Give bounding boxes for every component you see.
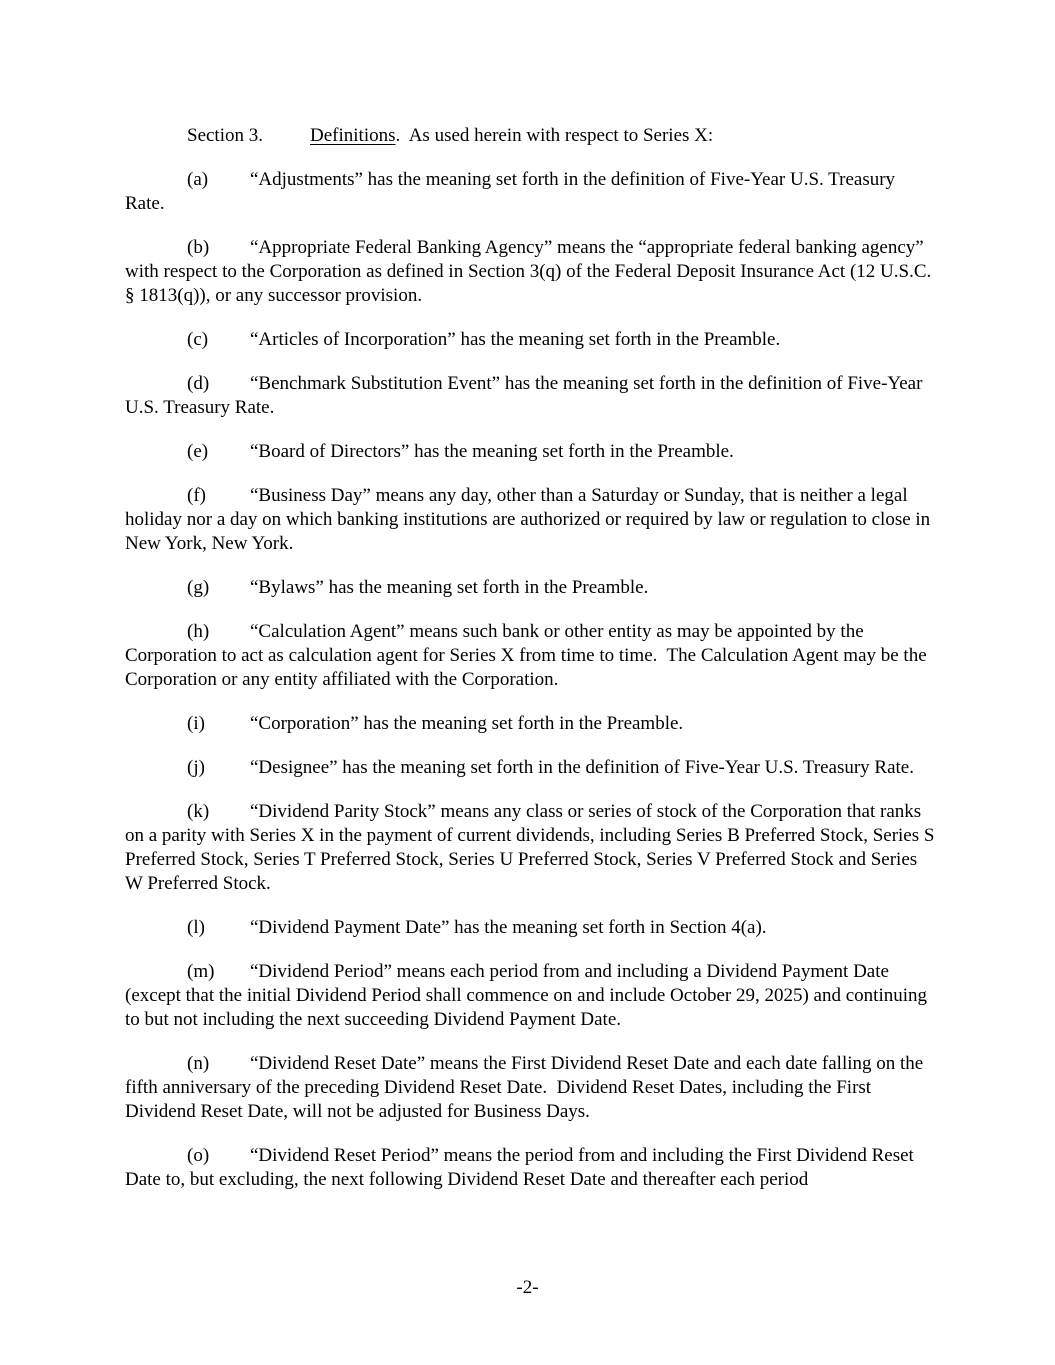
paragraph-label: (c) — [187, 329, 209, 350]
definition-paragraph — [125, 712, 937, 736]
paragraph-text: “Adjustments” has the meaning set forth in the definition of Five-Year U.S. Treasury Rate. — [125, 169, 900, 214]
definition-paragraph — [125, 960, 937, 1032]
paragraph-text: “Dividend Reset Period” means the period from and including the First Dividend Reset Date to, but excluding, the next following Dividend Reset Date and thereafter each period — [125, 1145, 919, 1190]
paragraph-label: (h) — [187, 621, 210, 642]
paragraph-text: “Business Day” means any day, other than a Saturday or Sunday, that is neither a legal holiday nor a day on which banking institutions are authorized or required by law or regulation to close in New York, New York. — [125, 485, 935, 554]
document-content — [125, 124, 940, 1212]
section-heading-title: Definitions — [310, 125, 396, 146]
paragraph-label: (e) — [187, 441, 209, 462]
paragraph-text: “Corporation” has the meaning set forth in the Preamble. — [250, 713, 684, 734]
paragraph-text: “Benchmark Substitution Event” has the meaning set forth in the definition of Five-Year U.S. Treasury Rate. — [125, 373, 928, 418]
paragraph-label: (n) — [187, 1053, 210, 1074]
paragraph-text: “Appropriate Federal Banking Agency” means the “appropriate federal banking agency” with respect to the Corporation as defined in Section 3(q) of the Federal Deposit Insurance Act (12 U.S.C. § 1813(q)), or any successor provision. — [125, 237, 936, 306]
paragraph-label: (b) — [187, 237, 210, 258]
definition-paragraph — [125, 756, 937, 780]
paragraph-label: (f) — [187, 485, 206, 506]
section-heading-rest: . As used herein with respect to Series X: — [395, 125, 714, 146]
definition-paragraph — [125, 328, 937, 352]
section-heading-label: Section 3. — [187, 125, 263, 146]
paragraph-label: (g) — [187, 577, 210, 598]
paragraph-label: (o) — [187, 1145, 210, 1166]
definition-paragraph — [125, 916, 937, 940]
paragraph-text: “Bylaws” has the meaning set forth in the Preamble. — [250, 577, 649, 598]
definition-paragraph — [125, 620, 937, 692]
section-heading — [125, 124, 937, 148]
paragraph-text: “Board of Directors” has the meaning set forth in the Preamble. — [250, 441, 734, 462]
page-number: -2- — [516, 1277, 539, 1298]
paragraph-label: (d) — [187, 373, 210, 394]
paragraph-text: “Dividend Payment Date” has the meaning set forth in Section 4(a). — [250, 917, 767, 938]
definition-paragraph — [125, 800, 940, 896]
definition-paragraph — [125, 236, 937, 308]
definition-paragraph — [125, 440, 937, 464]
definition-paragraph — [125, 484, 937, 556]
definition-paragraph — [125, 1144, 937, 1192]
paragraphs — [125, 168, 940, 1192]
paragraph-text: “Designee” has the meaning set forth in the definition of Five-Year U.S. Treasury Rate. — [250, 757, 914, 778]
paragraph-label: (a) — [187, 169, 209, 190]
paragraph-text: “Dividend Reset Date” means the First Dividend Reset Date and each date falling on the fifth anniversary of the preceding Dividend Reset Date. Dividend Reset Dates, including the First Dividend Reset Date, will not be adjusted for Business Days. — [125, 1053, 928, 1122]
definition-paragraph — [125, 372, 937, 420]
paragraph-text: “Articles of Incorporation” has the meaning set forth in the Preamble. — [250, 329, 781, 350]
paragraph-text: “Calculation Agent” means such bank or other entity as may be appointed by the Corporation to act as calculation agent for Series X from time to time. The Calculation Agent may be the Corporation or any entity affiliated with the Corporation. — [125, 621, 932, 690]
paragraph-label: (k) — [187, 801, 210, 822]
paragraph-label: (l) — [187, 917, 205, 938]
paragraph-text: “Dividend Parity Stock” means any class or series of stock of the Corporation that ranks on a parity with Series X in the payment of current dividends, including Series B Preferred Stock, Series S Preferred Stock, Series T Preferred Stock, Series U Preferred Stock, Series V Preferred Stock and Series W Preferred Stock. — [125, 801, 940, 894]
definition-paragraph — [125, 576, 937, 600]
paragraph-label: (m) — [187, 961, 215, 982]
paragraph-label: (i) — [187, 713, 205, 734]
definition-paragraph — [125, 168, 937, 216]
definition-paragraph — [125, 1052, 937, 1124]
paragraph-text: “Dividend Period” means each period from and including a Dividend Payment Date (except that the initial Dividend Period shall commence on and include October 29, 2025) and continuing to but not including the next succeeding Dividend Payment Date. — [125, 961, 932, 1030]
paragraph-label: (j) — [187, 757, 205, 778]
